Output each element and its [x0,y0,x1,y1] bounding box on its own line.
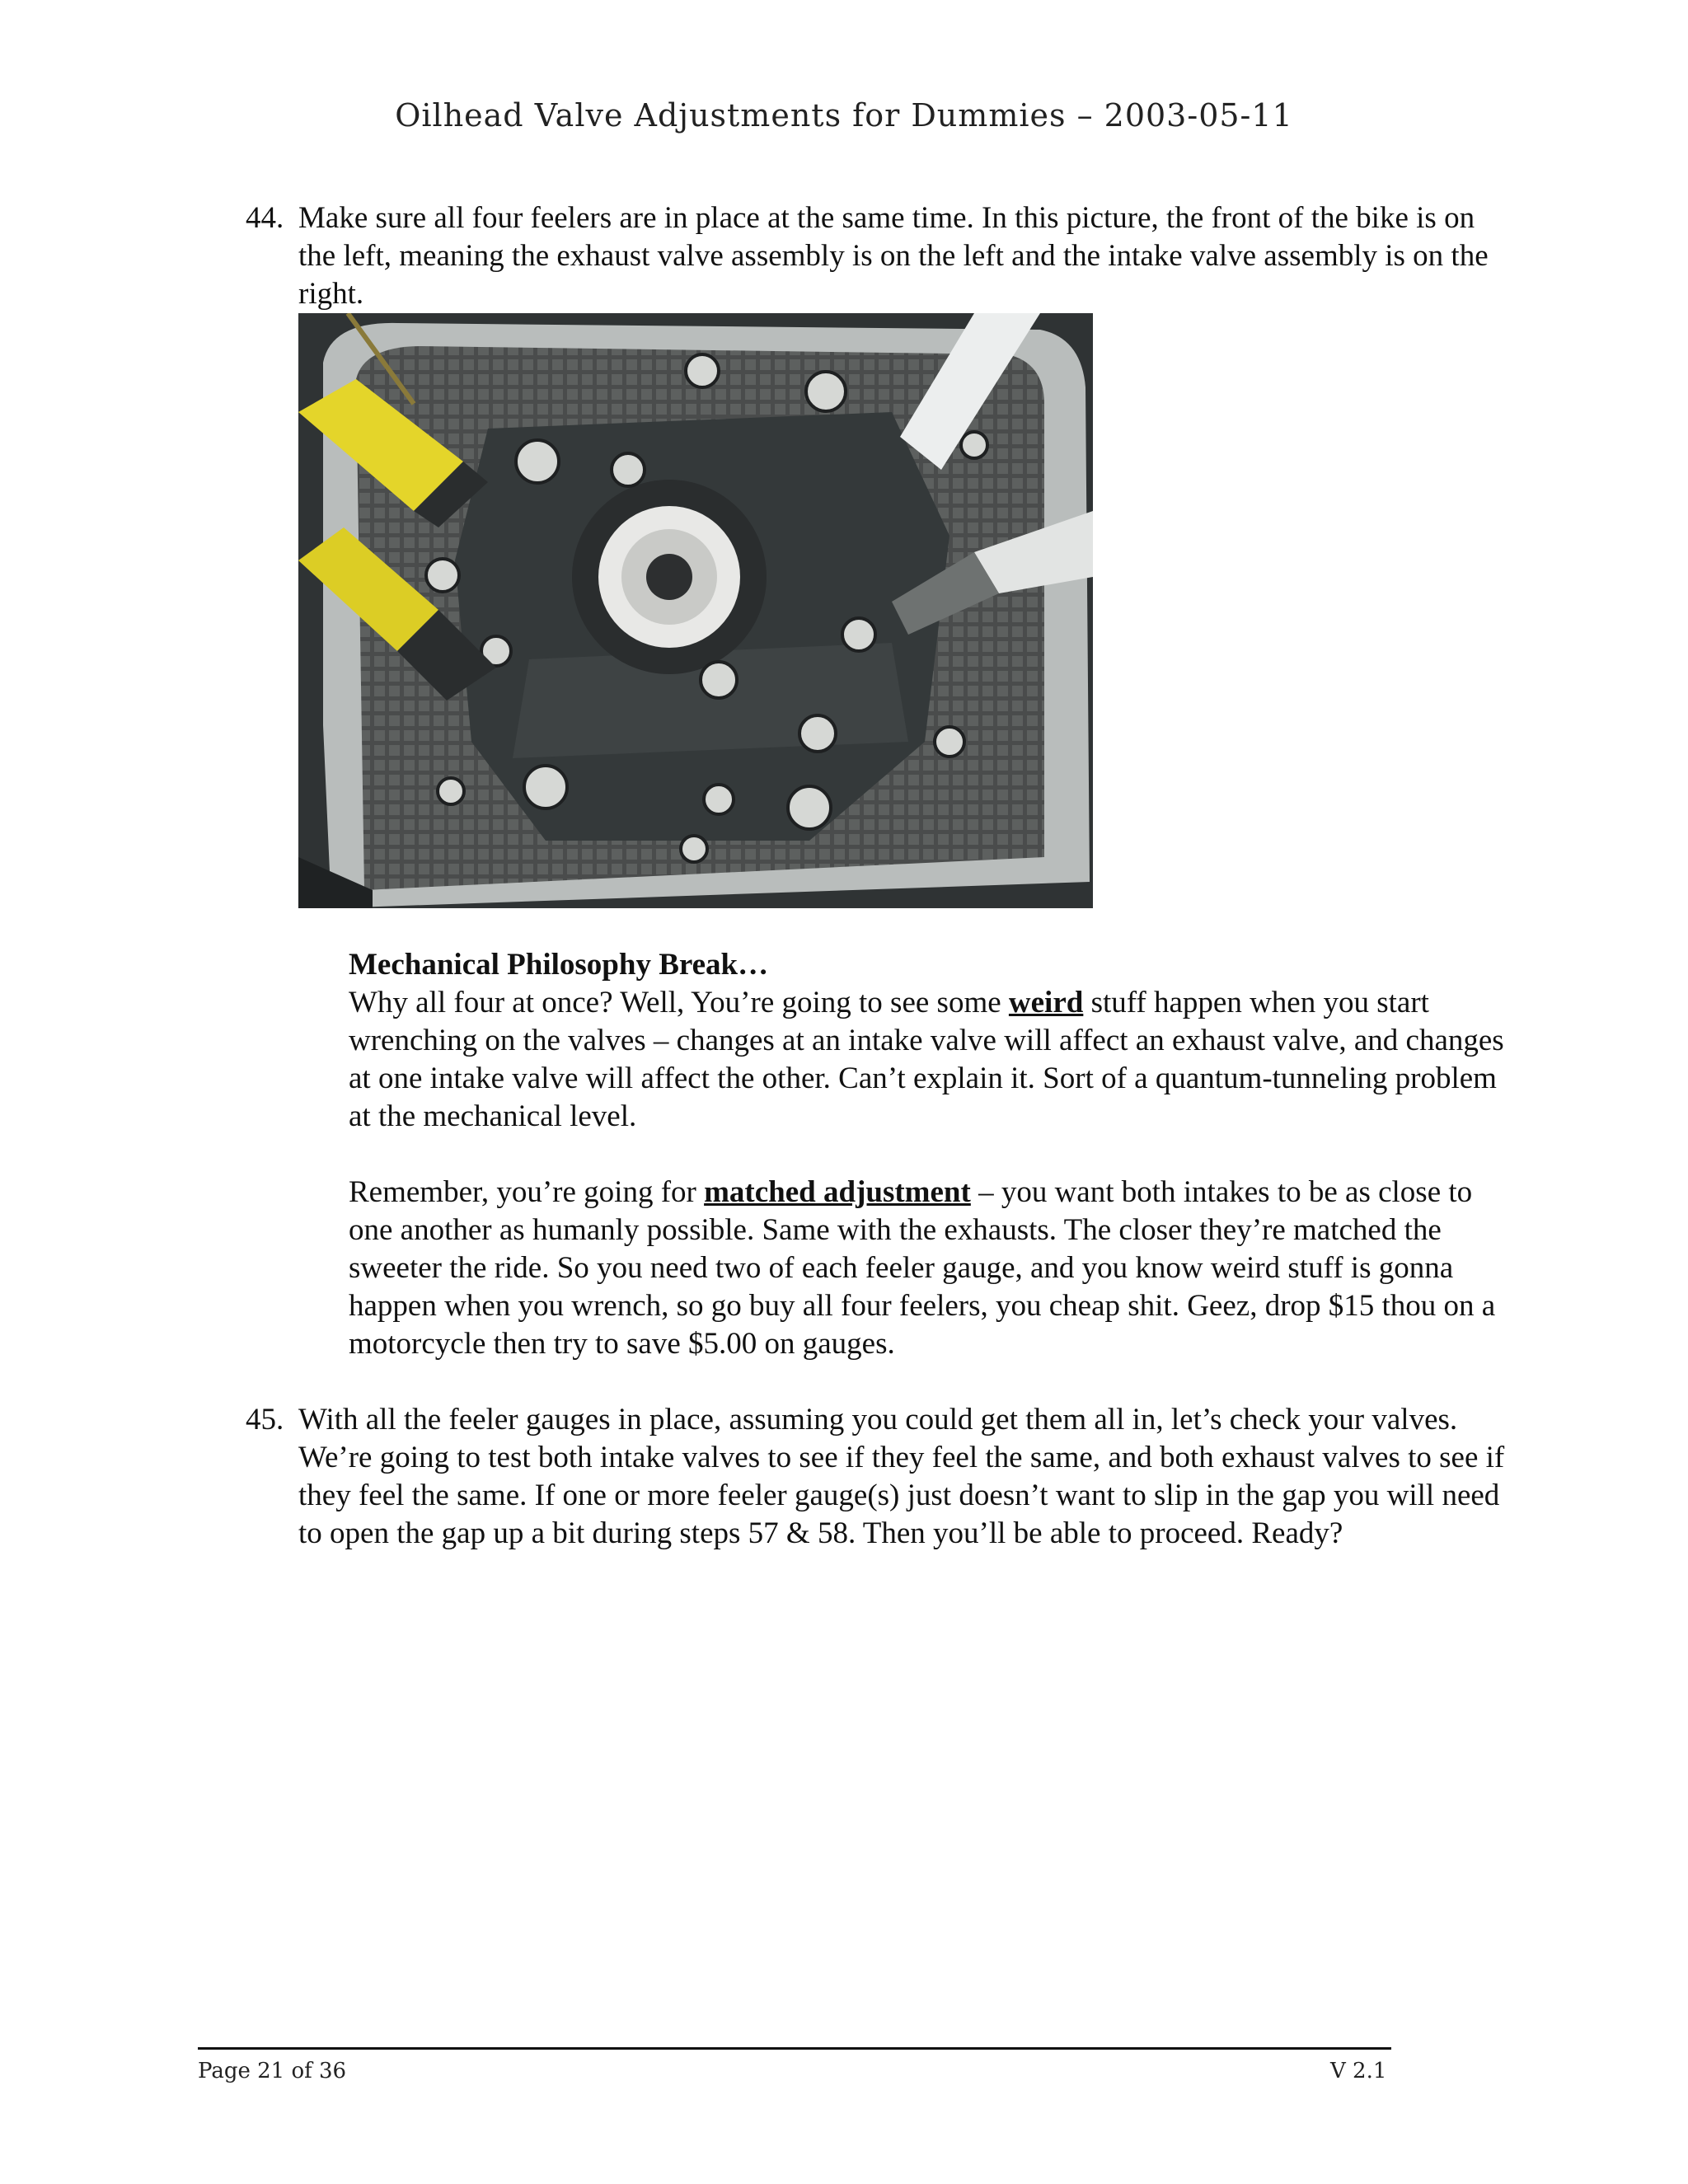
break-p1-text-b: stuff happen when you start wrenching on the valves – changes at an intake valve will affect an exhaust valve, and changes at one intake valve will affect the other. Can’t explain it. Sort of a quantum-tunneling problem at the mechanical level. [349,986,1504,1133]
footer-page-number: Page 21 of 36 [198,2059,347,2083]
step-text: Make sure all four feelers are in place at the same time. In this picture, the front of the bike is on the left, meaning the exhaust valve assembly is on the left and the intake valve assembly is on the right. [298,201,1489,311]
step-text: With all the feeler gauges in place, assuming you could get them all in, let’s check your valves. We’re going to test both intake valves to see if they feel the same, and both exhaust valves to see if they feel the same. If one or more feeler gauge(s) just doesn’t want to slip in the gap you will need to open the gap up a bit during steps 57 & 58. Then you’ll be able to proceed. Ready? [298,1403,1505,1550]
step-45 [246,1401,1507,1553]
emphasis-weird: weird [1008,986,1084,1019]
break-paragraph-2 [349,1174,1511,1363]
break-heading: Mechanical Philosophy Break… [349,948,769,982]
break-p2-text-b: – you want both intakes to be as close to one another as humanly possible. Same with the exhausts. The closer they’re matched the sweeter the ride. So you need two of each feeler gauge, and you know weird stuff is gonna happen when you wrench, so go buy all four feelers, you cheap shit. Geez, drop $15 thou on a motorcycle then try to save $5.00 on gauges. [349,1175,1496,1361]
mechanical-philosophy-break [349,946,1511,1363]
footer-divider [198,2047,1391,2050]
page-header-title: Oilhead Valve Adjustments for Dummies – 2003-05-11 [395,97,1293,134]
break-p2-text-a: Remember, you’re going for [349,1175,705,1209]
emphasis-matched-adjustment: matched adjustment [704,1175,971,1209]
valve-photo-illustration [298,313,1093,908]
step-44 [246,199,1507,313]
step-number: 45. [246,1403,284,1436]
break-paragraph-1 [349,984,1511,1136]
valve-assembly-photo [298,313,1093,908]
footer-version: V 2.1 [1330,2059,1387,2083]
step-number: 44. [246,201,284,235]
break-p1-text-a: Why all four at once? Well, You’re going to see some [349,986,1009,1019]
